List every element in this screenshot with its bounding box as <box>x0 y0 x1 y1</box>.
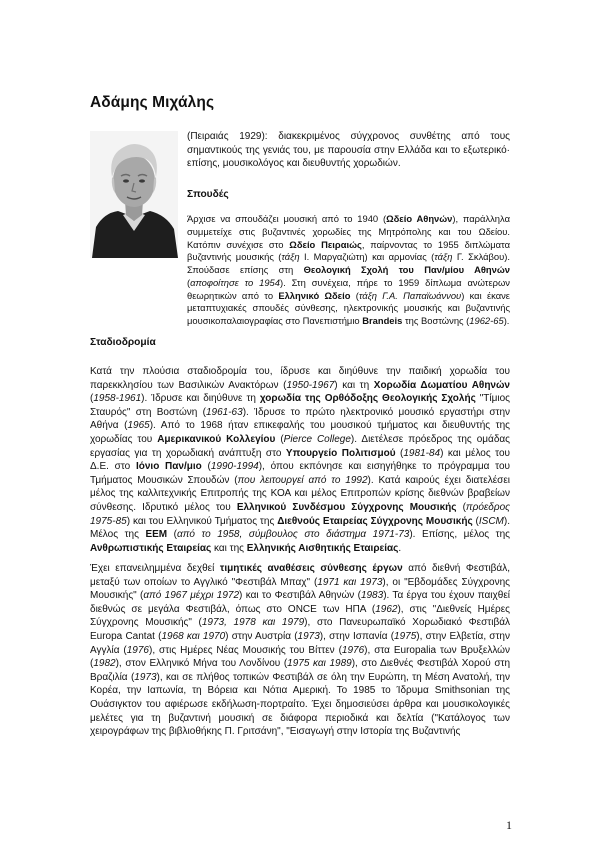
text-run: ). Ίδρυσε και διηύθυνε τη <box>141 393 260 405</box>
career-paragraph-2 <box>90 562 510 739</box>
text-run: ), στα Europalia των Βρυξελλών ( <box>90 644 510 670</box>
bold-text: Ιόνιο Παν/μιο <box>135 461 202 473</box>
italic-text: από το 1958, σύμβουλος στο διάστημα 1971-73 <box>177 529 410 541</box>
text-run: ). Τα έργα του έχουν παιχθεί διεθνώς σε μεγάλα Φεστιβάλ, όπως στο ONCE των ΗΠΑ ( <box>90 590 510 615</box>
text-run: ), και σε πλήθος τοπικών Φεστιβάλ σε όλη την Ευρώπη, τη Μέση Ανατολή, την Κορέα, την Ιαπωνία, τη Βόρεια και Νότια Αμερική. Το 1985 το Ίδρυμα Smithsonian της Ουάσιγκτον του αφιέρωσε εκδήλωση-πορτραίτο. Έχει δημοσιεύσει άρθρα και μουσικολογικές μελέτες για τη βυζαντινή μουσική σε διάφορα περιοδικά και δελτία ("Κατάλογος των χειρογράφων της βιβλιοθήκης Π. Γριτσάνη", "Εισαγωγή στην Ιστορία της Βυζαντινής <box>90 671 510 738</box>
text-run: . <box>398 542 402 554</box>
bold-text: Ανθρωπιστικής Εταιρείας <box>90 542 212 554</box>
bold-text: Χορωδία Δωματίου Αθηνών <box>373 379 510 391</box>
text-run: Ι. Μαργαζιώτη) και αρμονίας ( <box>299 251 435 263</box>
bold-text: χορωδία της Ορθόδοξης Θεολογικής Σχολής <box>259 393 476 405</box>
text-run: της Βοστώνης ( <box>402 315 470 327</box>
text-run: ), στην Ελβετία, στην Αγγλία ( <box>90 630 510 656</box>
text-run: ) και το Φεστιβάλ Αθηνών ( <box>239 590 361 602</box>
text-run: ) και μέλος του Δ.Ε. στο <box>90 447 511 473</box>
text-run: ). Μέλος της <box>90 515 510 541</box>
text-run: ). Επίσης, μέλος της <box>409 529 510 541</box>
italic-text: 1982 <box>93 658 116 670</box>
career-paragraph-1 <box>90 365 510 555</box>
text-run: ( <box>167 529 178 541</box>
text-run: ). Κατά καιρούς έχει διατελέσει μέλος της καλλιτεχνικής Επιτροπής της ΚΟΑ και μέλος Επιτροπών κρίσης διεθνών βραβείων σύνθεσης. Ιδρυτικό μέλος του <box>90 474 511 513</box>
text-run: ) και έκανε μεταπτυχιακές σπουδές σύνθεσης, ηλεκτρονικής μουσικής και βυζαντινής μουσικοπαλαιογραφίας στο Πανεπιστήμιο <box>187 289 510 327</box>
italic-text: 1976 <box>341 644 365 656</box>
bold-text: Ωδείο Πειραιώς <box>289 238 362 250</box>
intro-paragraph: (Πειραιάς 1929): διακεκριμένος σύγχρονος συνθέτης από τους σημαντικούς της γενιάς του, με παρουσία στην Ελλάδα και το εξωτερικό· επίσης, μουσικολόγος και διευθυντής χορωδιών. <box>187 131 510 170</box>
text-run: ), στις "Διεθνείς Ημέρες Σύγχρονης Μουσικής" ( <box>90 603 510 629</box>
text-run: ), στο Διεθνές Φεστιβάλ Χορού στη Βραζιλία ( <box>90 658 511 683</box>
text-run: ), παράλληλα συμμετείχε στις βυζαντινές χορωδίες της Μητρόπολης και του Ωδείου. Κατόπιν συνέχισε στο <box>187 213 510 250</box>
text-run: ), στον Ελληνικό Μήνα του Λονδίνου ( <box>115 658 288 670</box>
studies-paragraph <box>187 213 510 328</box>
text-run: και της <box>211 542 247 554</box>
text-run: ) και του Ελληνικού Τμήματος της <box>126 515 278 527</box>
text-run: ( <box>187 276 191 288</box>
text-run: ), στο Πανευρωπαϊκό Χορωδιακό Φεστιβάλ Europa Cantat ( <box>90 617 510 642</box>
italic-text: πρόεδρος 1975-85 <box>90 501 510 527</box>
bold-text: Θεολογική Σχολή του Παν/μίου Αθηνών <box>303 264 510 276</box>
italic-text: τάξη <box>281 251 300 263</box>
text-run: Κατά την πλούσια σταδιοδρομία του, ίδρυσε και διηύθυνε την παιδική χορωδία του παρεκκλησίου των Βασιλικών Ανακτόρων ( <box>90 366 510 391</box>
text-run: ). Στη συνέχεια, πήρε το 1959 δίπλωμα ανώτερων θεωρητικών από το <box>187 276 510 301</box>
text-run: ), όπου εκπόνησε και εισηγήθηκε το πρόγραμμα του Τμήματος Μουσικών Σπουδών ( <box>90 461 510 486</box>
text-run: ), στις Ημέρες Νέας Μουσικής του Βίττεν ( <box>149 644 342 656</box>
career-heading: Σταδιοδρομία <box>90 337 156 348</box>
text-run: ), στην Ισπανία ( <box>319 630 395 642</box>
text-run: ) και τη <box>334 379 374 391</box>
page-title: Αδάμης Μιχάλης <box>90 94 215 111</box>
italic-text: από 1967 μέχρι 1972 <box>143 590 240 602</box>
text-run: ( <box>456 501 466 513</box>
text-run: , παίρνοντας το 1955 διπλώματα βυζαντινής μουσικής ( <box>187 238 511 263</box>
page-number: 1 <box>506 818 512 832</box>
text-run: από διεθνή Φεστιβάλ, μεταξύ των οποίων το Αγγλικό "Φεστιβάλ Μπαχ" ( <box>90 563 510 588</box>
italic-text: 1976 <box>126 644 149 656</box>
bold-text: τιμητικές αναθέσεις σύνθεσης έργων <box>219 563 403 574</box>
bold-text: Υπουργείο Πολιτισμού <box>285 447 396 459</box>
text-run: ( <box>275 433 284 445</box>
italic-text: 1983 <box>360 590 384 602</box>
text-run: ( <box>201 461 211 473</box>
text-run: ) στην Αυστρία ( <box>225 630 298 642</box>
text-run: Έχει επανειλημμένα δεχθεί <box>90 563 220 574</box>
text-run: ( <box>395 447 404 459</box>
text-run: "Τίμιος Σταυρός" στη Βοστώνη ( <box>90 393 510 418</box>
bold-text: Ελληνικό Ωδείο <box>278 289 351 301</box>
italic-text: ISCM <box>478 515 504 527</box>
italic-text: 1975 <box>394 630 417 642</box>
bold-text: Αμερικανικού Κολλεγίου <box>157 433 276 445</box>
bold-text: ΕΕΜ <box>145 529 168 541</box>
bold-text: Ελληνικής Αισθητικής Εταιρείας <box>246 542 399 554</box>
text-run: ). Από το 1968 ήταν επικεφαλής του μουσικού τμήματος και διευθυντής της χορωδίας του <box>90 420 510 445</box>
text-run: Γ. Σκλάβου). Σπούδασε επίσης στη <box>187 251 510 276</box>
bold-text: Διεθνούς Εταιρείας Σύγχρονης Μουσικής <box>277 515 473 527</box>
text-run: ( <box>472 515 479 527</box>
studies-heading: Σπουδές <box>187 189 229 200</box>
italic-text: 1981-84 <box>403 447 441 459</box>
italic-text: τάξη <box>434 251 453 263</box>
text-run: ( <box>90 393 94 405</box>
italic-text: 1971 και 1973 <box>317 576 383 588</box>
italic-text: Pierce College <box>283 433 351 445</box>
text-run: ). <box>503 315 510 327</box>
text-run: ). Διετέλεσε πρόεδρος της ομάδας εργασίας για τη χορωδιακή ανάπτυξη στο <box>90 433 510 459</box>
italic-text: 1973, 1978 και 1979 <box>201 617 305 629</box>
bold-text: Ελληνικού Συνδέσμου Σύγχρονης Μουσικής <box>236 501 457 513</box>
italic-text: 1990-1994 <box>210 461 259 473</box>
portrait-photo <box>90 131 178 258</box>
italic-text: 1962 <box>375 603 398 615</box>
text-run: ( <box>350 289 359 301</box>
portrait-icon <box>90 131 178 258</box>
italic-text: 1958-1961 <box>93 393 142 405</box>
italic-text: 1975 και 1989 <box>287 658 352 670</box>
italic-text: 1950-1967 <box>286 379 335 391</box>
italic-text: 1965 <box>127 420 150 432</box>
text-run: ), οι "Εβδομάδες Σύγχρονης Μουσικής" ( <box>90 576 511 602</box>
italic-text: 1968 και 1970 <box>161 630 226 642</box>
italic-text: αποφοίτησε το 1954 <box>190 276 280 288</box>
bold-text: Ωδείο Αθηνών <box>386 213 453 224</box>
italic-text: που λειτουργεί από το 1992 <box>237 474 368 486</box>
italic-text: 1973 <box>297 630 320 642</box>
text-run: ). Ίδρυσε το πρώτο ηλεκτρονικό μουσικό εργαστήρι στην Αθήνα ( <box>90 406 511 432</box>
italic-text: 1962-65 <box>469 315 504 327</box>
italic-text: τάξη Γ.Α. Παπαϊωάννου <box>358 289 462 301</box>
italic-text: 1961-63 <box>205 406 243 418</box>
bold-text: Brandeis <box>362 315 403 327</box>
italic-text: 1973 <box>134 671 157 683</box>
text-run: Άρχισε να σπουδάζει μουσική από το 1940 ( <box>187 213 387 224</box>
